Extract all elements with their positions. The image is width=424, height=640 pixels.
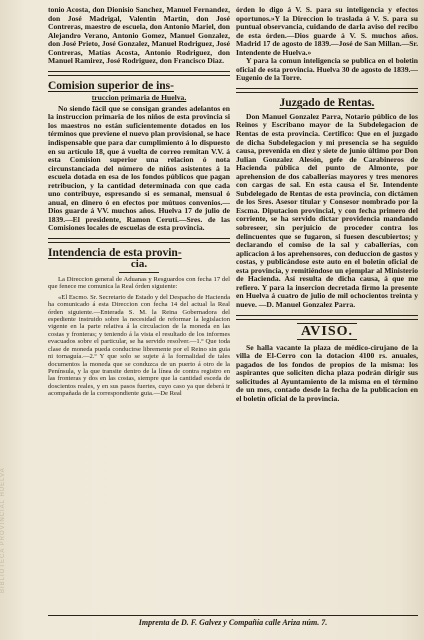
aviso-heading-text: AVISO. [297,323,357,340]
juzgado-heading: Juzgado de Rentas. [279,96,375,109]
comision-heading: Comision superior de ins- [48,79,174,92]
left-column [48,6,230,606]
intendencia-intro: La Direccion general de Aduanas y Resguardos con fecha 17 del que fenece me comunica la Real órden siguiente: [48,276,230,291]
library-stamp: BIBLIOTECA PROVINCIAL HUELVA [0,467,6,593]
comision-body: No siendo fácil que se consigan grandes adelantos en la instruccion primaria de los niños de esta provincia si los maestros no están suficientemente dotados en los términos que previene el nuevo plan provisional, se hace indispensable que para dar cumplimiento á lo dispuesto en su artículo 18, que á vuelta de correo remitan V.V. á esta Comision superior una relacion ó nota circunstanciada del número de niños asistentes á la escuela dotada en esa de los fondos públicos que pagan retribucion, y la cantidad determinada con que cada uno contribuye, espresando si es semanal, mensual ó anual, en dinero ó en efectos por mútuos convenios.—Dios guarde á VV. muchos años. Huelva 17 de julio de 1839.—El presidente, Ramon Cerutí.—Sres. de las Comisiones locales de escuelas de esta provincia. [48,103,230,233]
imprint-footer: Imprenta de D. F. Galvez y Compañía calle Ariza núm. 7. [48,615,418,627]
aviso-body: Se halla vacante la plaza de médico-cirujano de la villa de El-Cerro con la dotacion 4100 rs. anuales, pagados de los fondos de propios de la misma: los aspirantes que soliciten dicha plaza podrán dirigir sus solicitudes al Ayuntamiento de la misma en el término de un mes, contado desde la fecha de la publicacion en el boletín oficial de la provincia. [236,342,418,403]
intro-paragraph: tonio Acosta, don Dionisio Sanchez, Manuel Fernandez, don José Madrigal, Valentin Martin, don José Contreras, maestro de escuela, don Antonio Mariel, don Alejandro Verano, Antonio Gomez, Manuel Gonzalez, don José Prieto, José Gonzalez, Manuel Rodriguez, José Contreras, Matías Acosta, Antonio Rodriguez, don Manuel Ramirez, José Rodriguez, don Francisco Diaz. [48,6,230,66]
intendencia-heading-tail: cia. [130,258,148,271]
closing-paragraph: Y para la comun inteligencia se publica en el boletin oficial de esta provincia. Huelva 30 de agosto de 1839.—Eugenio de la Torre. [236,56,418,83]
section-divider [48,71,230,76]
section-divider [48,238,230,243]
section-divider [236,315,418,320]
continuation-paragraph: órden lo digo á V. S. para su inteligencia y efectos oportunos.»Y la Direccion lo traslada á V. S. para su puntual observancia, cuidando de darla aviso del recibo de esta órden.—Dios guarde á V. S. muchos años. Madrid 17 de agosto de 1839.—José de San Millan.—Sr. Intendente de Huelva.» [236,6,418,57]
intendencia-body: «El Escmo. Sr. Secretario de Estado y del Despacho de Hacienda ha comunicado á esta Direccion con fecha 14 del actual la Real órden siguiente.—Enterada S. M. la Reina Gobernadora del espediente instruido sobre la necesidad de reformar la legislacion vigente en la parte relativa á la circulacion de la moneda en las costas y fronteras; y teniendo á la vista el resultado de los informes evacuados sobre el particular, se ha servido resolver.—1.º Que toda clase de moneda pueda conducirse libremente por el Reino sin guia ni tornaguía.—2.º Y que solo se sujete á la formalidad de tales documentos la moneda que se conduzca de un puerto á otro de la Península, y la que transite dentro de la línea de contra registro en las fronteras y dos en las costas, siempre que la cantidad esceda de doscientos reales, y en sus pasos fuertes, cuyo caso ya que deberá ir acompañada de la correspondiente guia.—De Real [48,293,230,398]
comision-subheading: truccion primaria de Huelva. [91,92,187,102]
right-column [236,6,418,606]
short-rule [119,272,159,273]
juzgado-body: Don Manuel Gonzalez Parra, Notario público de los Reinos y Escribano mayor de la Subdelegacion de Rentas de esta provincia. Certifico: Que en el juzgado de dicha Subdelegacion y mi presencia se ha seguido causa, prevenida en diez y siete de junio último por Don Julian Gonzalez Alesón, gefe de Carabineros de Hacienda pública del punto de Almonte, por aprehension de dos caballerías mayores y tres menores con cargas de sal. En esta causa el Sr. Intendente Subdelegado de Rentas de esta provincia, con dictámen de los Sres. Asesor titular y Consesor nombrado por la Escma. Diputacion provincial, y con fecha primero del corriente, se ha servido dictar providencia mandando sobreseer, sin perjuicio de proceder contra los delincuentes que se fugaron, si fuesen descubiertos; y declarando el comiso de la sal y caballerías, con aplicacion á los aprehensores, con deduccion de gastos y costas, y publicándose este auto en el boletín oficial de esta provincia, y remitiéndose un ejemplar al Ministerio de Hacienda. Así resulta de dicha causa, á que me refiero. Y para la insercion decretada firmo la presente en Huelva á cuatro de julio de mil ochocientos treinta y nueve. —D. Manuel Gonzalez Parra. [236,111,418,309]
aviso-heading [236,324,418,340]
intendencia-heading: Intendencia de esta provin- [48,247,182,260]
section-divider [236,88,418,93]
